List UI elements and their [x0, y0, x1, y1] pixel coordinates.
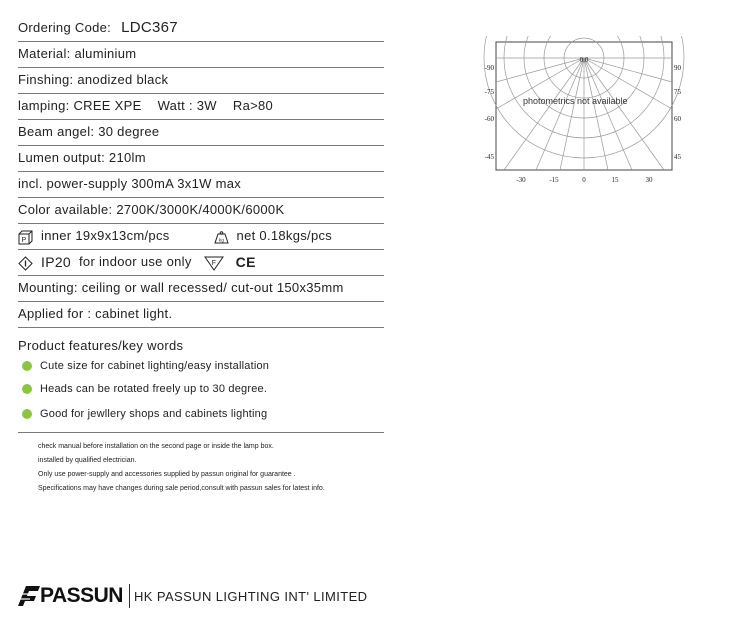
bullet-icon — [22, 409, 32, 419]
note-line: installed by qualified electrician. — [38, 457, 137, 464]
polar-right-label: 45 — [674, 153, 681, 161]
net-weight-text: net 0.18kgs/pcs — [236, 228, 333, 243]
ce-mark: CE — [235, 254, 256, 270]
photometrics-note: photometrics not available — [523, 96, 628, 106]
polar-center-label: 0.0 — [579, 56, 589, 64]
polar-bottom-label: 15 — [611, 176, 619, 184]
svg-text:F: F — [211, 260, 216, 267]
ip-rating-row — [18, 250, 384, 276]
beam-angle-text: Beam angel: 30 degree — [18, 124, 160, 139]
polar-right-label: 60 — [674, 115, 681, 123]
lamping-row — [18, 94, 384, 120]
feature-item — [22, 360, 269, 372]
note-line: Only use power-supply and accessories supplied by passun original for guarantee . — [38, 471, 296, 478]
notes — [38, 440, 325, 496]
material-text: Material: aluminium — [18, 46, 137, 61]
polar-left-label: -75 — [484, 88, 494, 96]
polar-left-label: -90 — [484, 64, 494, 72]
svg-text:P: P — [21, 237, 27, 244]
divider — [18, 432, 384, 433]
finishing-row — [18, 68, 384, 94]
color-available-text: Color available: 2700K/3000K/4000K/6000K — [18, 202, 285, 217]
polar-bottom-label: -30 — [516, 176, 526, 184]
note-line: Specifications may have changes during sale period,consult with passun sales for latest info. — [38, 485, 325, 492]
applied-for-row — [18, 302, 384, 328]
applied-for-text: Applied for : cabinet light. — [18, 306, 173, 321]
ip-rating-icon — [18, 256, 33, 271]
ra-text: Ra>80 — [232, 98, 274, 113]
svg-text:kg: kg — [218, 237, 224, 243]
logo-wordmark: PASSUN — [40, 584, 123, 607]
footer-logo — [18, 584, 367, 608]
polar-right-label: 75 — [674, 88, 681, 96]
bullet-icon — [22, 384, 32, 394]
lumen-output-row — [18, 146, 384, 172]
power-supply-row — [18, 172, 384, 198]
polar-bottom-label: -15 — [549, 176, 559, 184]
polar-left-label: -45 — [484, 153, 494, 161]
lamping-text: lamping: CREE XPE — [18, 98, 142, 113]
company-name: HK PASSUN LIGHTING INT' LIMITED — [133, 588, 368, 604]
color-available-row — [18, 198, 384, 224]
beam-angle-row — [18, 120, 384, 146]
feature-text: Heads can be rotated freely up to 30 degree. — [40, 383, 268, 395]
lumen-output-text: Lumen output: 210lm — [18, 150, 146, 165]
power-supply-text: incl. power-supply 300mA 3x1W max — [18, 176, 242, 191]
f-mark-icon — [204, 256, 224, 271]
ip-rating-text: IP20 — [41, 254, 71, 270]
watt-text: Watt : 3W — [157, 98, 217, 113]
package-box-icon — [18, 230, 33, 245]
features-title: Product features/key words — [18, 338, 184, 353]
logo-separator — [129, 584, 130, 608]
indoor-use-text: for indoor use only — [79, 254, 192, 269]
packaging-row — [18, 224, 384, 250]
polar-left-label: -60 — [484, 115, 494, 123]
material-row — [18, 42, 384, 68]
passun-logo-icon — [18, 585, 40, 607]
note-line: check manual before installation on the second page or inside the lamp box. — [38, 443, 274, 450]
ordering-code-row — [18, 16, 384, 42]
ordering-code-value: LDC367 — [121, 19, 178, 36]
feature-item — [22, 408, 267, 420]
weight-icon — [214, 230, 229, 245]
photometric-diagram — [478, 36, 688, 188]
mounting-row — [18, 276, 384, 302]
finishing-text: Finshing: anodized black — [18, 72, 169, 87]
bullet-icon — [22, 361, 32, 371]
feature-item — [22, 383, 267, 395]
polar-bottom-label: 0 — [582, 176, 586, 184]
mounting-text: Mounting: ceiling or wall recessed/ cut-out 150x35mm — [18, 280, 344, 295]
ordering-code-label: Ordering Code: — [18, 20, 112, 35]
feature-text: Good for jewllery shops and cabinets lighting — [40, 408, 268, 420]
polar-right-label: 90 — [674, 64, 681, 72]
inner-pack-text: inner 19x9x13cm/pcs — [41, 228, 170, 243]
feature-text: Cute size for cabinet lighting/easy installation — [40, 360, 270, 372]
polar-bottom-label: 30 — [645, 176, 653, 184]
